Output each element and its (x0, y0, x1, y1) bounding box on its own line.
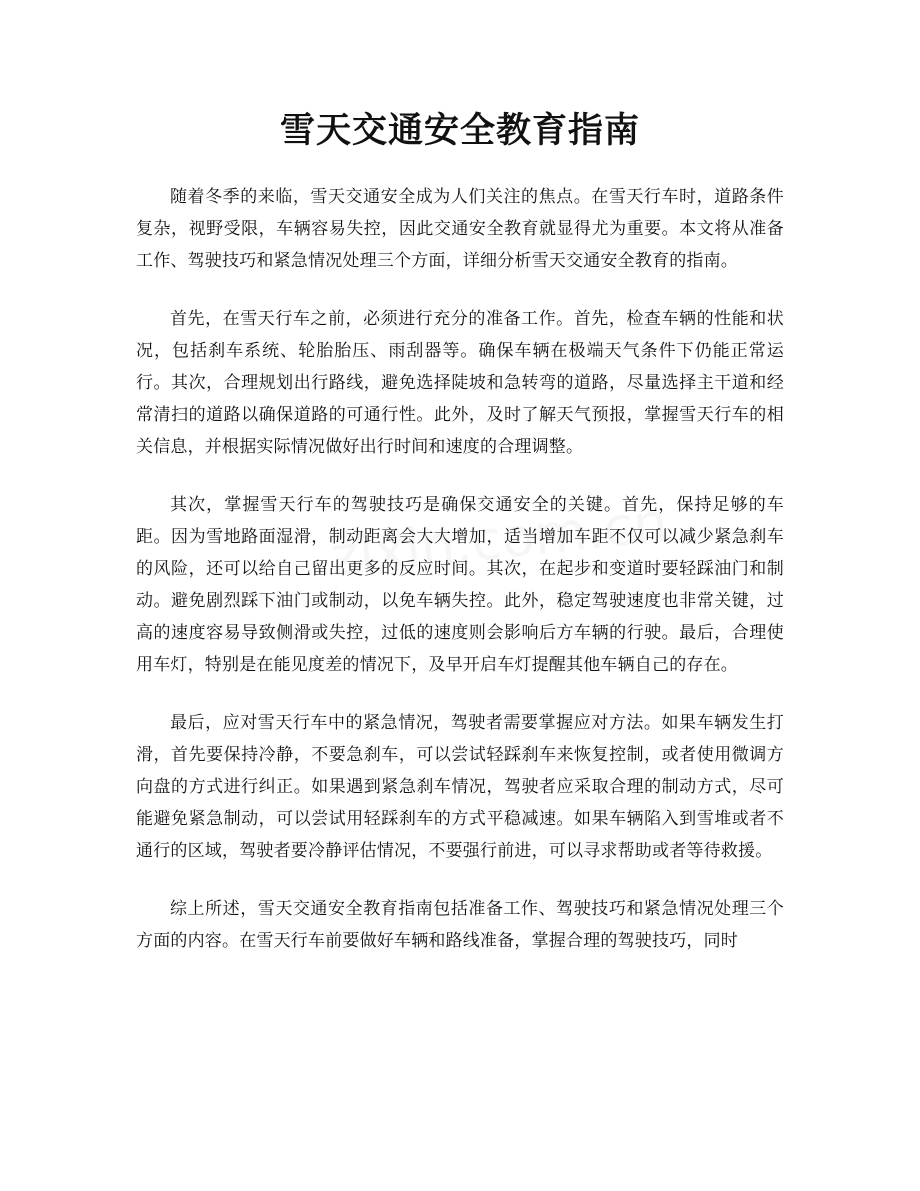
paragraph-driving-skills: 其次，掌握雪天行车的驾驶技巧是确保交通安全的关键。首先，保持足够的车距。因为雪地路面湿滑，制动距离会大大增加，适当增加车距不仅可以减少紧急刹车的风险，还可以给自己留出更多的反应时间。其次，在起步和变道时要轻踩油门和制动。避免剧烈踩下油门或制动，以免车辆失控。此外，稳定驾驶速度也非常关键，过高的速度容易导致侧滑或失控，过低的速度则会影响后方车辆的行驶。最后，合理使用车灯，特别是在能见度差的情况下，及早开启车灯提醒其他车辆自己的存在。 (136, 495, 784, 675)
paragraph-summary: 综上所述，雪天交通安全教育指南包括准备工作、驾驶技巧和紧急情况处理三个方面的内容。在雪天行车前要做好车辆和路线准备，掌握合理的驾驶技巧，同时 (136, 899, 784, 951)
document-title: 雪天交通安全教育指南 (279, 111, 640, 151)
paragraph-preparation: 首先，在雪天行车之前，必须进行充分的准备工作。首先，检查车辆的性能和状况，包括刹车系统、轮胎胎压、雨刮器等。确保车辆在极端天气条件下仍能正常运行。其次，合理规划出行路线，避免选择陡坡和急转弯的道路，尽量选择主干道和经常清扫的道路以确保道路的可通行性。此外，及时了解天气预报，掌握雪天行车的相关信息，并根据实际情况做好出行时间和速度的合理调整。 (136, 309, 784, 457)
paragraph-intro: 随着冬季的来临，雪天交通安全成为人们关注的焦点。在雪天行车时，道路条件复杂，视野受限，车辆容易失控，因此交通安全教育就显得尤为重要。本文将从准备工作、驾驶技巧和紧急情况处理三个方面，详细分析雪天交通安全教育的指南。 (136, 187, 784, 271)
document-body (136, 181, 784, 983)
paragraph-emergency: 最后，应对雪天行车中的紧急情况，驾驶者需要掌握应对方法。如果车辆发生打滑，首先要保持冷静，不要急刹车，可以尝试轻踩刹车来恢复控制，或者使用微调方向盘的方式进行纠正。如果遇到紧急刹车情况，驾驶者应采取合理的制动方式，尽可能避免紧急制动，可以尝试用轻踩刹车的方式平稳减速。如果车辆陷入到雪堆或者不通行的区域，驾驶者要冷静评估情况，不要强行前进，可以寻求帮助或者等待救援。 (136, 713, 784, 861)
